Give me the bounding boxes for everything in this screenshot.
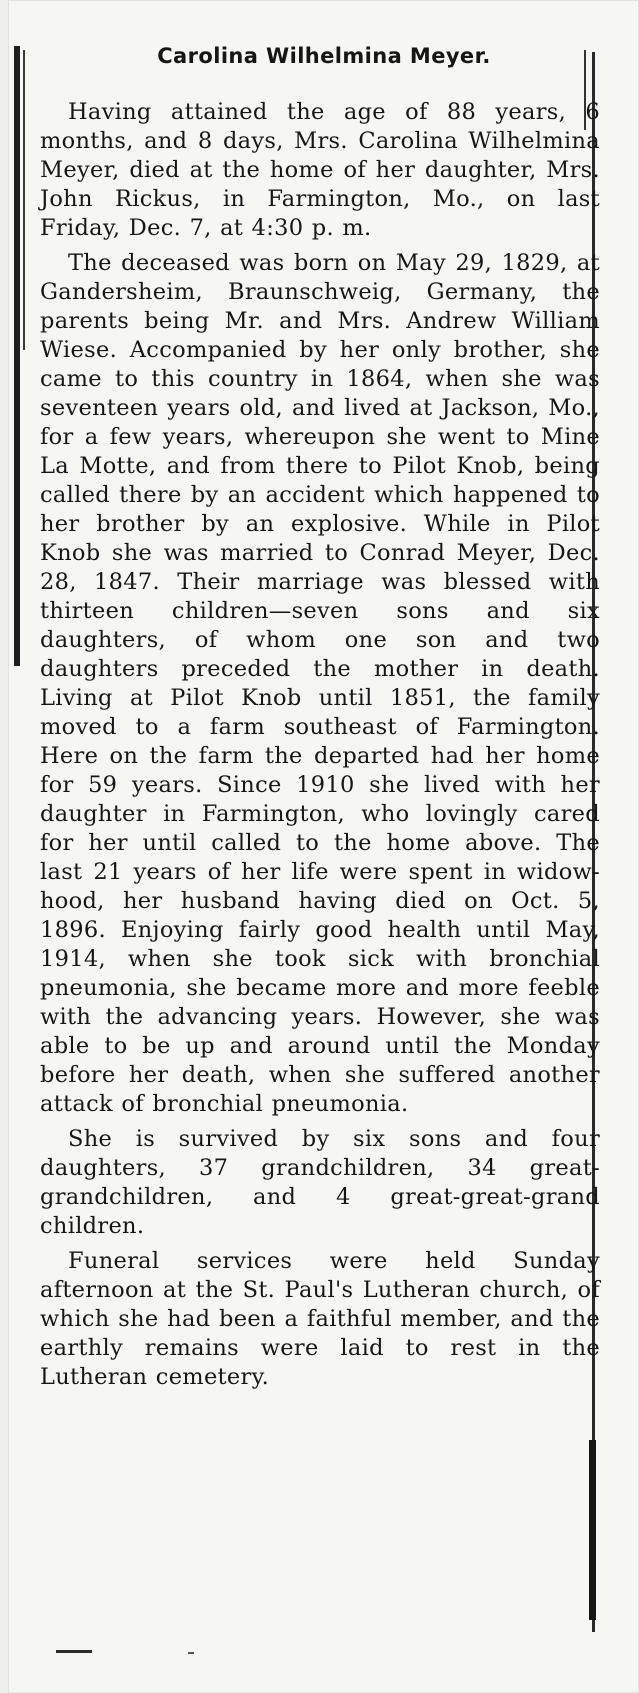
obituary-column bbox=[40, 44, 600, 1398]
bottom-rule-fragment bbox=[188, 1652, 194, 1654]
left-column-rule bbox=[14, 46, 20, 666]
obituary-paragraph-1: Having attained the age of 88 years, 6 months, and 8 days, Mrs. Carolina Wilhelmina Meyer, died at the home of her daughter, Mrs. John Rickus, in Farmington, Mo., on last Friday, Dec. 7, at 4:30 p. m. bbox=[40, 99, 600, 241]
right-column-rule-thick bbox=[589, 1440, 596, 1620]
left-column-rule-thin bbox=[23, 50, 25, 350]
obituary-paragraph-3: She is survived by six sons and four daughters, 37 grandchildren, 34 great-grandchildren, and 4 great-great-grand children. bbox=[40, 1126, 600, 1239]
bottom-left-rule-fragment bbox=[56, 1650, 92, 1653]
obituary-headline: Carolina Wilhelmina Meyer. bbox=[157, 44, 491, 68]
obituary-paragraph-4: Funeral services were held Sunday afternoon at the St. Paul's Lutheran church, of which she had been a faithful member, and the earthly remains were laid to rest in the Lutheran cemetery. bbox=[40, 1248, 600, 1390]
obituary-paragraph-2: The deceased was born on May 29, 1829, at Gandersheim, Braunschweig, Germany, the parents being Mr. and Mrs. Andrew William Wiese. Accompanied by her only brother, she came to this country in 1864, when she was seventeen years old, and lived at Jackson, Mo., for a few years, whereupon she went to Mine La Motte, and from there to Pilot Knob, being called there by an accident which happened to her brother by an explosive. While in Pilot Knob she was married to Conrad Meyer, Dec. 28, 1847. Their marriage was blessed with thirteen children—seven sons and six daughters, of whom one son and two daughters preceded the mother in death. Living at Pilot Knob until 1851, the family moved to a farm southeast of Farmington. Here on the farm the departed had her home for 59 years. Since 1910 she lived with her daughter in Farmington, who lovingly cared for her until called to the home above. The last 21 years of her life were spent in widow-hood, her husband having died on Oct. 5, 1896. Enjoying fairly good health until May, 1914, when she took sick with bronchial pneumonia, she became more and more feeble with the advancing years. However, she was able to be up and around until the Monday before her death, when she suffered another attack of bronchial pneumonia. bbox=[40, 250, 600, 1117]
